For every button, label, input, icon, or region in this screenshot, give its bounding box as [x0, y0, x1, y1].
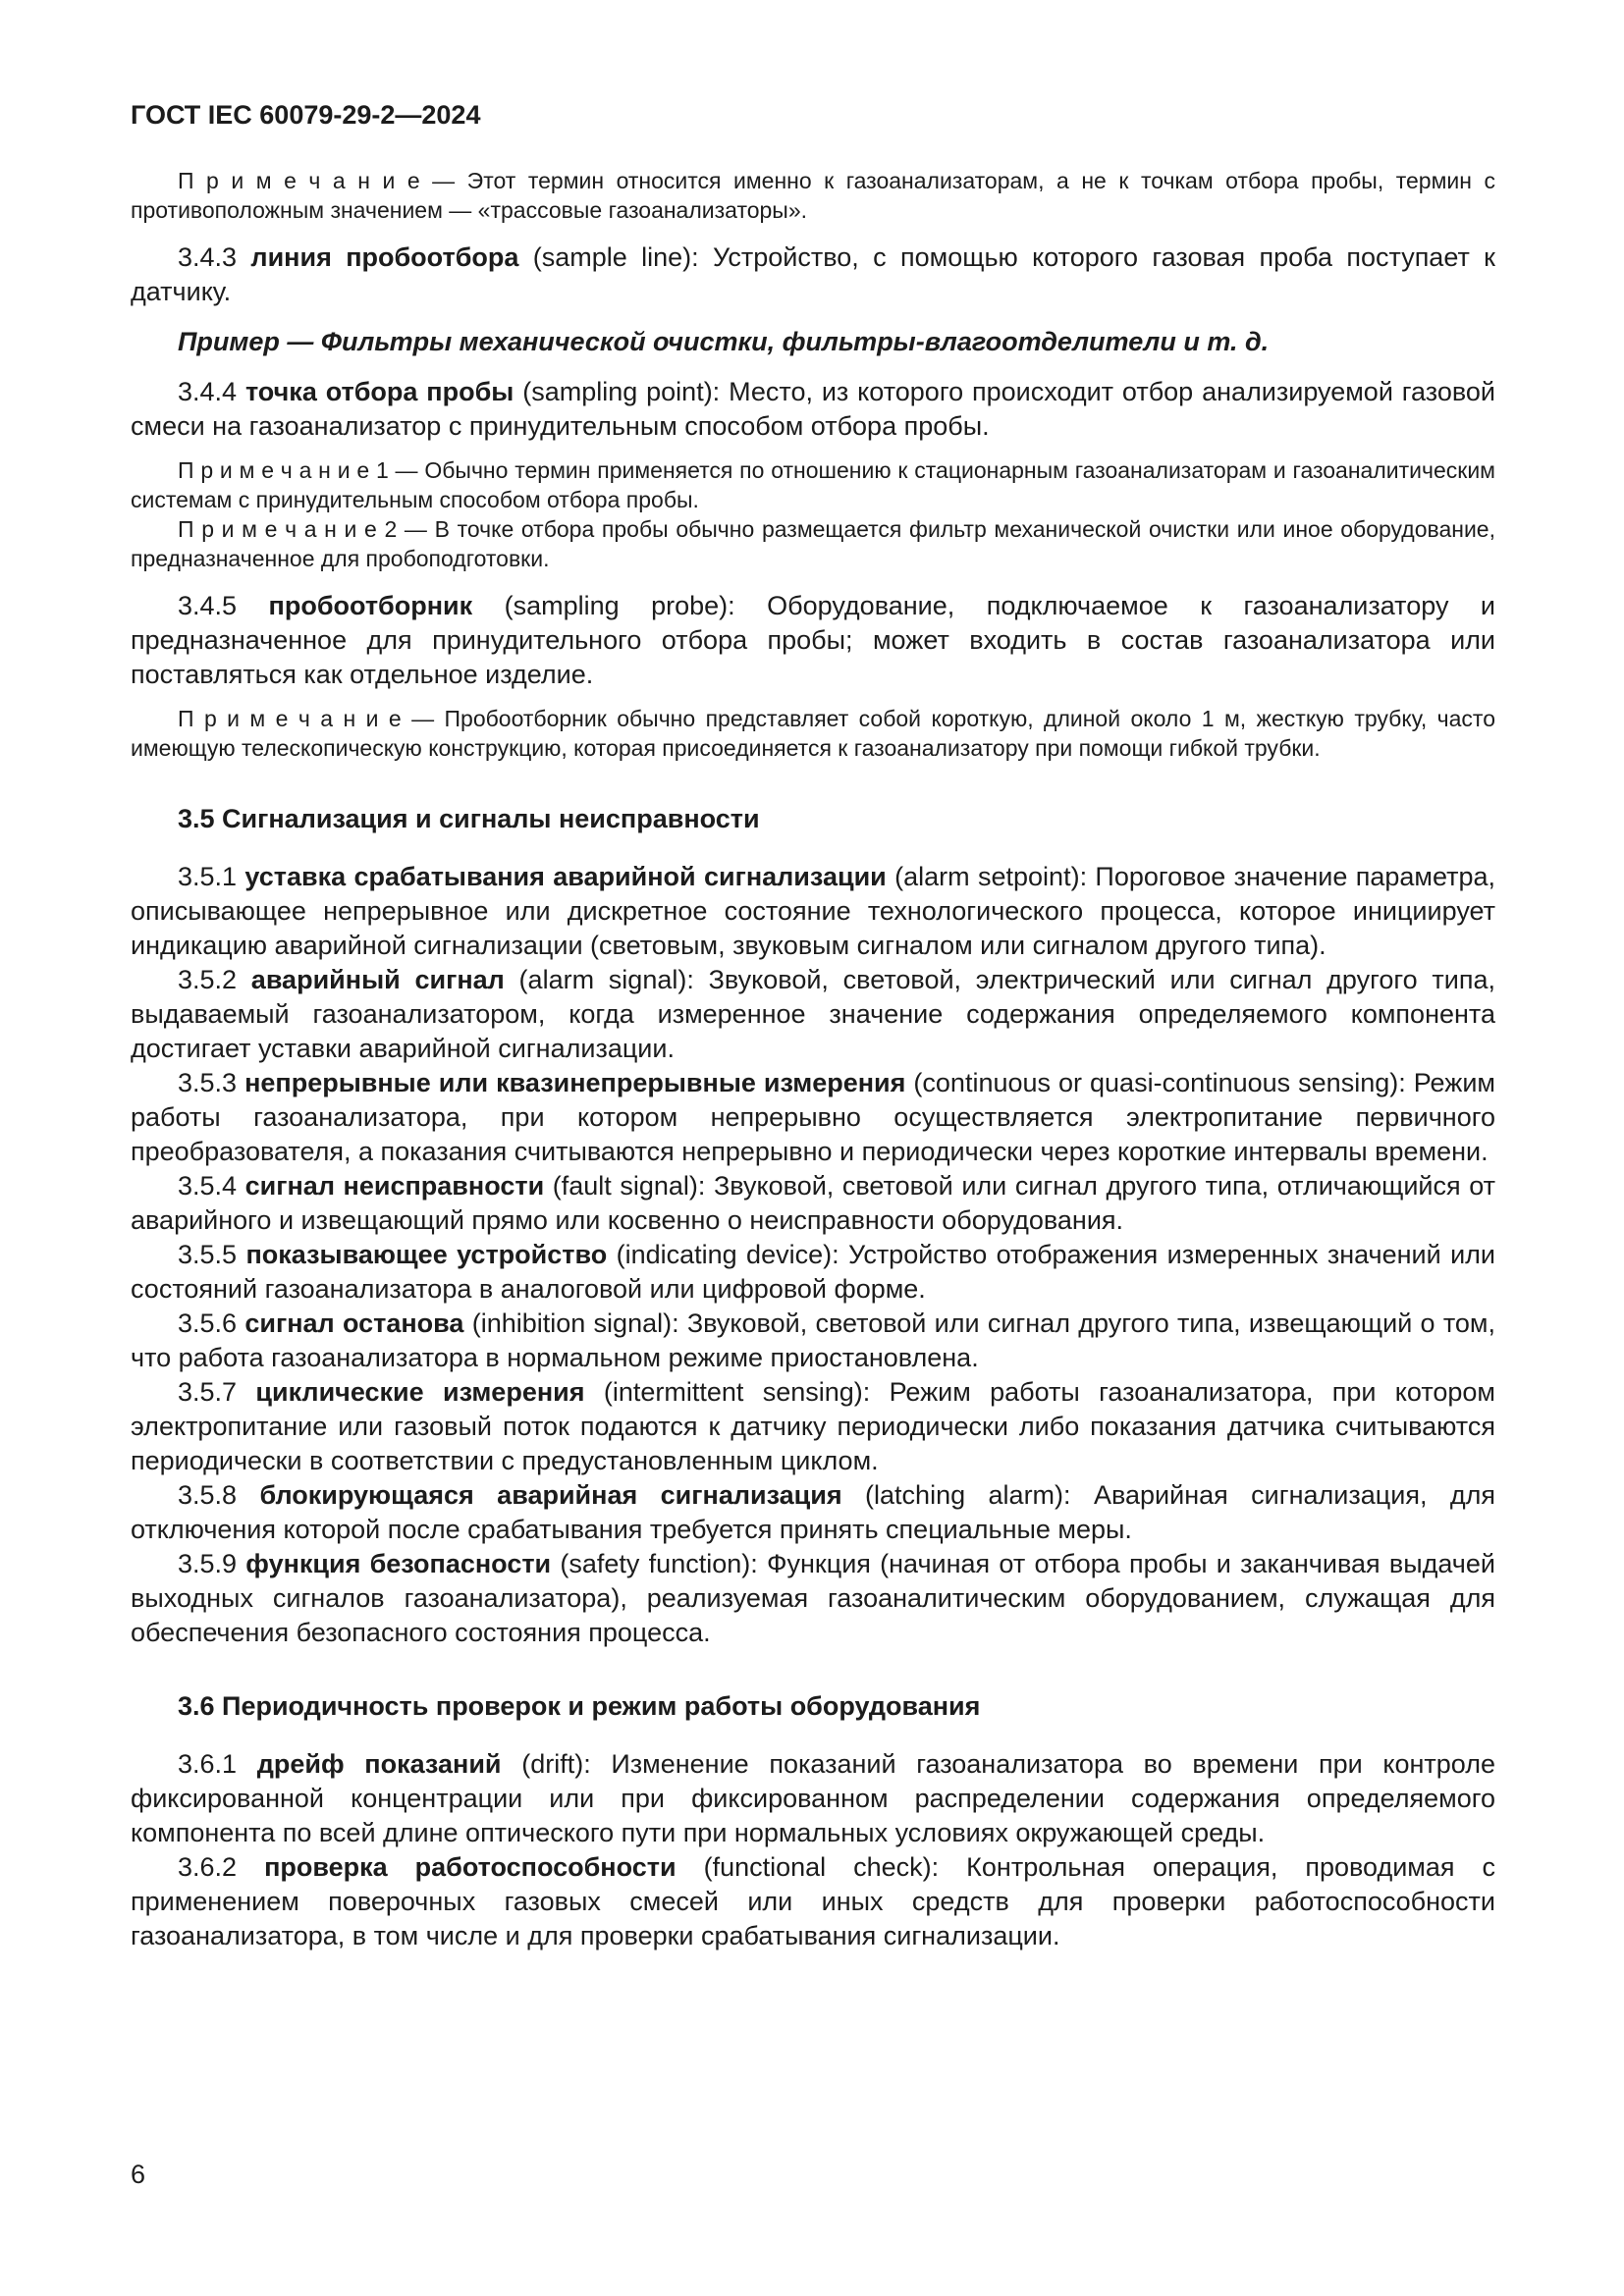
document-body [131, 166, 1495, 1953]
text-run: (sample line): Устройство, с помощью которого газовая проба поступает к датчику. [131, 242, 1495, 306]
text-run: (inhibition signal): Звуковой, световой или сигнал другого типа, извещающий о том, что работа газоанализатора в нормальном режиме приостановлена. [131, 1308, 1495, 1372]
term-definition [131, 1850, 1495, 1953]
term-text: проверка работоспособности [264, 1852, 677, 1882]
text-run: 3.5.5 [178, 1240, 246, 1269]
term-text: сигнал неисправности [244, 1171, 545, 1201]
text-run: Пример — Фильтры механической очистки, фильтры-влагоотделители и т. д. [178, 327, 1270, 356]
term-text: блокирующаяся аварийная сигнализация [259, 1480, 842, 1510]
text-run: П р и м е ч а н и е 2 — В точке отбора пробы обычно размещается фильтр механической очистки или иное оборудование, предназначенное для пробоподготовки. [131, 516, 1495, 571]
term-definition [131, 860, 1495, 963]
text-run: 3.5.9 [178, 1549, 246, 1578]
term-definition [131, 1747, 1495, 1850]
term-definition [131, 1307, 1495, 1375]
term-text: дрейф показаний [256, 1749, 502, 1779]
text-run: 3.5.8 [178, 1480, 260, 1510]
term-text: сигнал останова [244, 1308, 464, 1338]
term-text: циклические измерения [255, 1377, 585, 1407]
text-run: 3.4.3 [178, 242, 251, 272]
term-definition [131, 1169, 1495, 1238]
term-definition [131, 1375, 1495, 1478]
term-text: функция безопасности [245, 1549, 552, 1578]
note-paragraph [131, 704, 1495, 763]
text-run: (sampling probe): Оборудование, подключаемое к газоанализатору и предназначенное для принудительного отбора пробы; может входить в состав газоанализатора или поставляться как отдельное изделие. [131, 591, 1495, 689]
text-run: (continuous or quasi-continuous sensing): Режим работы газоанализатора, при котором непрерывно осуществляется электропитание первичного преобразователя, а показания считываются непрерывно и периодически через короткие интервалы времени. [131, 1068, 1495, 1166]
section-heading [131, 1689, 1495, 1724]
text-run: 3.5.6 [178, 1308, 245, 1338]
text-run: 3.5.4 [178, 1171, 245, 1201]
text-run: (latching alarm): Аварийная сигнализация, для отключения которой после срабатывания требуется принять специальные меры. [131, 1480, 1496, 1544]
text-run: П р и м е ч а н и е — Этот термин относится именно к газоанализаторам, а не к точкам отбора пробы, термин с противоположным значением — «трассовые газоанализаторы». [131, 168, 1495, 223]
text-run: (alarm setpoint): Пороговое значение параметра, описывающее непрерывное или дискретное состояние технологического процесса, которое инициирует индикацию аварийной сигнализации (световым, звуковым сигналом или сигналом другого типа). [131, 862, 1495, 960]
text-run: П р и м е ч а н и е 1 — Обычно термин применяется по отношению к стационарным газоанализаторам и газоаналитическим системам с принудительным способом отбора пробы. [131, 457, 1495, 512]
term-text: непрерывные или квазинепрерывные измерения [244, 1068, 906, 1097]
term-definition [131, 963, 1495, 1066]
text-run: (indicating device): Устройство отображения измеренных значений или состояний газоанализатора в аналоговой или цифровой форме. [131, 1240, 1495, 1304]
page-number: 6 [131, 2160, 146, 2189]
term-text: пробоотборник [268, 591, 473, 620]
term-text: показывающее устройство [245, 1240, 608, 1269]
note-paragraph [131, 514, 1495, 573]
text-run: 3.5.2 [178, 965, 251, 994]
text-run: 3.4.4 [178, 377, 245, 406]
term-definition [131, 1547, 1495, 1650]
text-run: 3.5 Сигнализация и сигналы неисправности [178, 804, 760, 833]
note-paragraph [131, 455, 1495, 514]
section-heading [131, 802, 1495, 836]
text-run: 3.4.5 [178, 591, 269, 620]
term-text: уставка срабатывания аварийной сигнализации [244, 862, 887, 891]
text-run: 3.6.2 [178, 1852, 265, 1882]
term-definition [131, 1478, 1495, 1547]
term-text: точка отбора пробы [244, 377, 514, 406]
term-text: аварийный сигнал [250, 965, 505, 994]
text-run: П р и м е ч а н и е — Пробоотборник обычно представляет собой короткую, длиной около 1 м, жесткую трубку, часто имеющую телескопическую конструкцию, которая присоединяется к газоанализатору при помощи гибкой трубки. [131, 706, 1495, 761]
term-text: линия пробоотбора [250, 242, 519, 272]
text-run: (functional check): Контрольная операция, проводимая с применением поверочных газовых смесей или иных средств для проверки работоспособности газоанализатора, в том числе и для проверки срабатывания сигнализации. [131, 1852, 1495, 1950]
text-run: 3.5.3 [178, 1068, 245, 1097]
text-run: (alarm signal): Звуковой, световой, электрический или сигнал другого типа, выдаваемый газоанализатором, когда измеренное значение содержания определяемого компонента достигает уставки аварийной сигнализации. [131, 965, 1495, 1063]
term-definition [131, 240, 1495, 309]
document-header: ГОСТ IEC 60079-29-2—2024 [131, 100, 481, 130]
term-definition [131, 1066, 1495, 1169]
note-paragraph [131, 166, 1495, 225]
text-run: 3.6.1 [178, 1749, 257, 1779]
text-run: (drift): Изменение показаний газоанализатора во времени при контроле фиксированной концентрации или при фиксированном распределении содержания определяемого компонента по всей длине оптического пути при нормальных условиях окружающей среды. [131, 1749, 1496, 1847]
text-run: (sampling point): Место, из которого происходит отбор анализируемой газовой смеси на газоанализатор с принудительным способом отбора пробы. [131, 377, 1495, 441]
term-definition [131, 1238, 1495, 1307]
text-run: 3.6 Периодичность проверок и режим работы оборудования [178, 1691, 981, 1721]
text-run: 3.5.1 [178, 862, 245, 891]
term-definition [131, 375, 1495, 444]
example-paragraph [131, 325, 1495, 359]
text-run: 3.5.7 [178, 1377, 256, 1407]
text-run: (safety function): Функция (начиная от отбора пробы и заканчивая выдачей выходных сигналов газоанализатора), реализуемая газоаналитическим оборудованием, служащая для обеспечения безопасного состояния процесса. [131, 1549, 1495, 1647]
text-run: (fault signal): Звуковой, световой или сигнал другого типа, отличающийся от аварийного и извещающий прямо или косвенно о неисправности оборудования. [131, 1171, 1495, 1235]
text-run: (intermittent sensing): Режим работы газоанализатора, при котором электропитание или газовый поток подаются к датчику периодически либо показания датчика считываются периодически в соответствии с предустановленным циклом. [131, 1377, 1495, 1475]
term-definition [131, 589, 1495, 692]
